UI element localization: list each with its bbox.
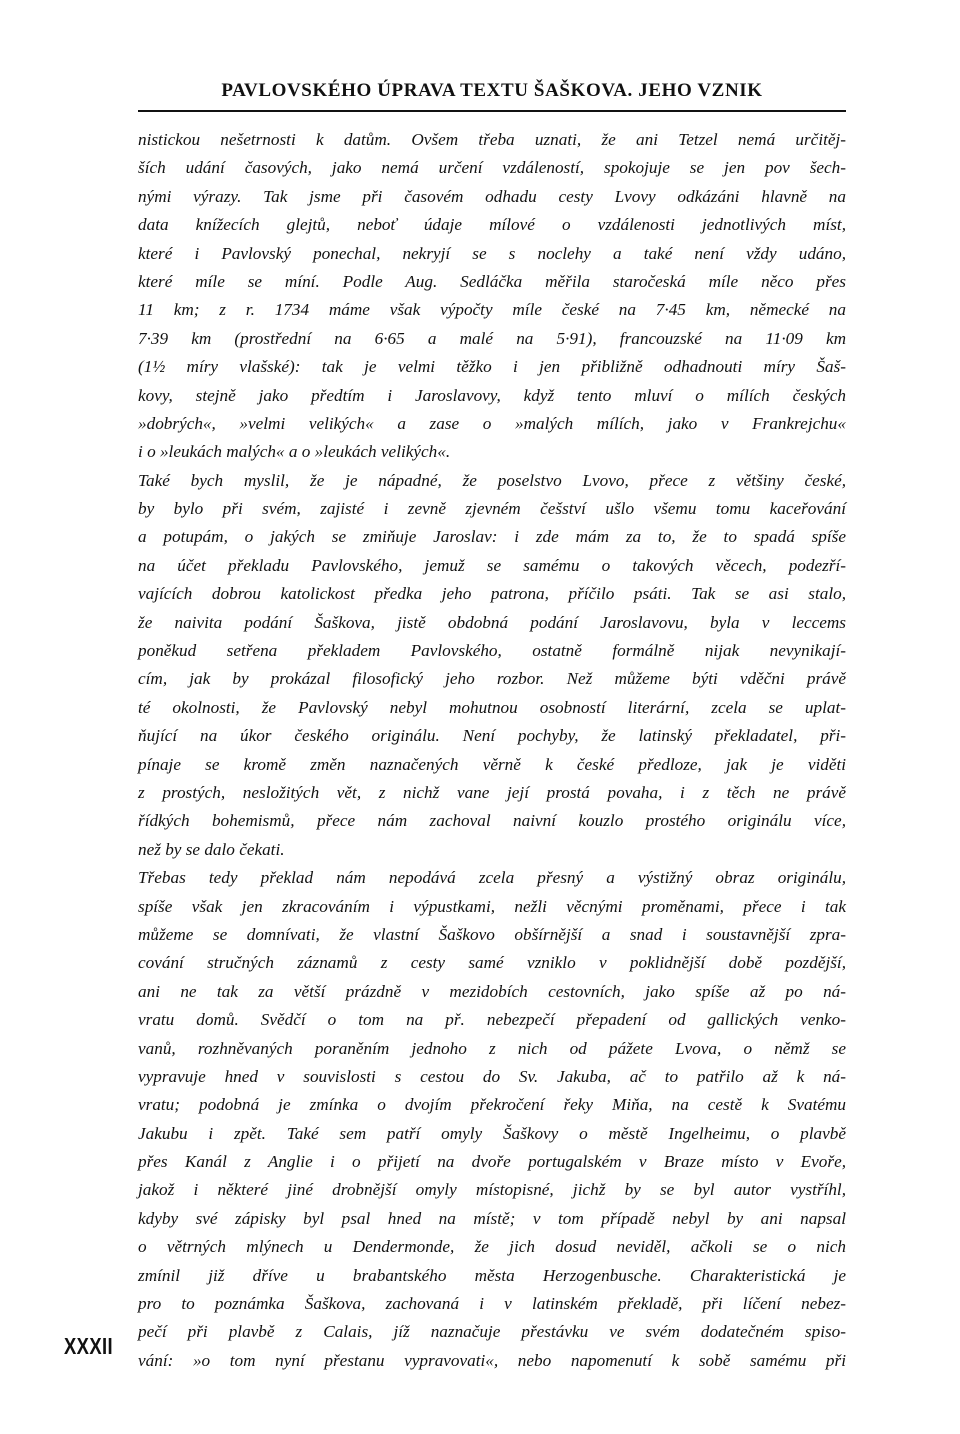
text-line: 11 km; z r. 1734 máme však výpočty míle české na 7·45 km, německé na xyxy=(138,300,846,320)
text-line: nistickou nešetrnosti k datům. Ovšem třeba uznati, že ani Tetzel nemá určitěj- xyxy=(138,130,846,149)
text-line: »dobrých«, »velmi velikých« a zase o »malých mílích, jako v Frankrejchu« xyxy=(138,413,846,433)
body-text xyxy=(138,126,846,1375)
text-line: a potupám, o jakých se zmiňuje Jaroslav: i zde mám za to, že to spadá spíše xyxy=(138,527,846,547)
text-line: kovy, stejně jako předtím i Jaroslavovy, když tento mluví o mílích českých xyxy=(138,385,846,405)
text-line: té okolnosti, že Pavlovský nebyl mohutnou osobností literární, zcela se uplat- xyxy=(138,697,846,717)
text-line: spíše však jen zkracováním i výpustkami, nežli věcnými proměnami, přece i tak xyxy=(138,896,846,916)
text-line: by bylo při svém, zajisté i zevně zjevném češství ušlo všemu tomu kaceřování xyxy=(138,499,846,519)
text-line: jakož i některé jiné drobnější omyly místopisné, jichž by se byl autor vystříhl, xyxy=(138,1180,846,1200)
paragraph-end-line: než by se dalo čekati. xyxy=(138,839,285,859)
text-line: cím, jak by prokázal filosofický jeho rozbor. Než můžeme býti vděčni právě xyxy=(138,669,846,689)
text-line: řídkých bohemismů, přece nám zachoval naivní kouzlo prostého originálu více, xyxy=(138,811,846,831)
text-line: poněkud setřena překladem Pavlovského, ostatně formálně nijak nevynikají- xyxy=(138,641,846,661)
page-number: XXXII xyxy=(64,1333,114,1359)
text-line: vání: »o tom nyní přestanu vypravovati«, nebo napomenutí k sobě samému při xyxy=(138,1350,846,1370)
text-line: data knížecích glejtů, neboť údaje mílové o vzdálenosti jednotlivých míst, xyxy=(138,215,846,235)
text-line: 7·39 km (prostřední na 6·65 a malé na 5·91), francouzské na 11·09 km xyxy=(138,328,846,348)
text-line: ani ne tak za větší prázdně v mezidobích cestovních, jako spíše až po ná- xyxy=(138,981,846,1001)
text-line: které i Pavlovský ponechal, nekryjí se s noclehy a také není vždy udáno, xyxy=(138,243,846,263)
text-line: ňující na úkor českého originálu. Není pochyby, že latinský překladatel, při- xyxy=(138,726,846,746)
text-line: (1½ míry vlašské): tak je velmi těžko i jen přibližně odhadnouti míry Šaš- xyxy=(138,357,846,377)
text-line: na účet překladu Pavlovského, jemuž se samému o takových věcech, podezří- xyxy=(138,555,846,575)
text-line: ších udání časových, jako nemá určení vzdáleností, spokojuje se jen pov šech- xyxy=(138,158,846,178)
text-line: vanů, rozhněvaných poraněním jednoho z nich od pážete Lvova, o němž se xyxy=(138,1038,846,1058)
text-line: že naivita podání Šaškova, jistě obdobná podání Jaroslavovu, byla v leccems xyxy=(138,612,846,632)
text-line: pínaje se kromě změn naznačených věrně k české předloze, jak je viděti xyxy=(138,754,846,774)
text-line: nými výrazy. Tak jsme při časovém odhadu cesty Lvovy odkázáni hlavně na xyxy=(138,186,846,206)
running-title: PAVLOVSKÉHO ÚPRAVA TEXTU ŠAŠKOVA. JEHO VZNIK xyxy=(221,80,763,101)
text-line: o větrných mlýnech u Dendermonde, že jich dosud neviděl, ačkoli se o nich xyxy=(138,1237,846,1257)
text-line: vratu domů. Svědčí o tom na př. nebezpečí přepadení od gallických venko- xyxy=(138,1010,846,1030)
text-line: zmínil již dříve u brabantského města Herzogenbusche. Charakteristická je xyxy=(138,1265,846,1285)
text-line: Třebas tedy překlad nám nepodává zcela přesný a výstižný obraz originálu, xyxy=(138,868,846,888)
text-line: Jakubu i zpět. Také sem patří omyly Šaškovy o městě Ingelheimu, o plavbě xyxy=(138,1123,846,1143)
text-line: kdyby své zápisky byl psal hned na místě; v tom případě nebyl by ani napsal xyxy=(138,1208,846,1228)
text-line: z prostých, nesložitých vět, z nichž vane její prostá povaha, i z těch ne právě xyxy=(138,782,846,802)
header-rule xyxy=(138,110,846,112)
text-line: vypravuje hned v souvislosti s cestou do Sv. Jakuba, ač to patřilo až k ná- xyxy=(138,1066,846,1086)
text-line: pro to poznámka Šaškova, zachovaná i v latinském překladě, při líčení nebez- xyxy=(138,1294,846,1314)
text-line: Také bych myslil, že je nápadné, že poselstvo Lvovo, přece z většiny české, xyxy=(138,470,846,490)
text-line: přes Kanál z Anglie i o přijetí na dvoře portugalském v Braze místo v Evoře, xyxy=(138,1152,846,1172)
text-line: můžeme se domnívati, že vlastní Šaškovo obšírnější a snad i soustavnější zpra- xyxy=(138,924,846,944)
text-line: cování stručných záznamů z cesty samé vzniklo v poklidnější době pozdější, xyxy=(138,953,846,973)
text-line: vratu; podobná je zmínka o dvojím překročení řeky Miňa, na cestě k Svatému xyxy=(138,1095,846,1115)
text-line: pečí při plavbě z Calais, jíž naznačuje přestávku ve svém dodatečném spiso- xyxy=(138,1322,846,1342)
text-line: vajících dobrou katolickost předka jeho patrona, příčilo psáti. Tak se asi stalo, xyxy=(138,584,846,604)
text-line: které míle se míní. Podle Aug. Sedláčka měřila staročeská míle něco přes xyxy=(138,271,846,291)
paragraph-end-line: i o »leukách malých« a o »leukách velikých«. xyxy=(138,442,451,462)
